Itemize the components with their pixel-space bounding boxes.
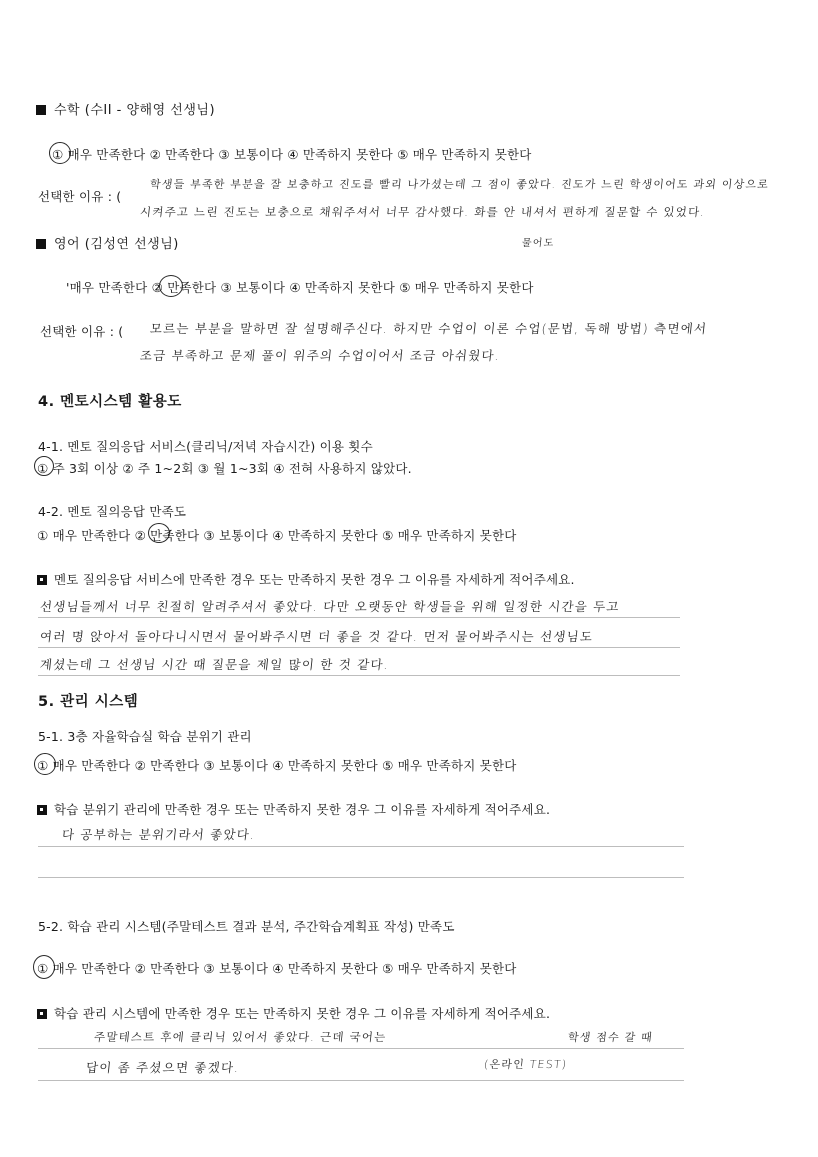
section5-q1-prompt: 학습 분위기 관리에 만족한 경우 또는 만족하지 못한 경우 그 이유를 자세하게 적어주세요. (37, 800, 550, 818)
section4-answer-line1: 선생님들께서 너무 친절히 알려주셔서 좋았다. 다만 오랫동안 학생들을 위해 일정한 시간을 두고 (39, 599, 621, 614)
section5-heading: 5. 관리 시스템 (38, 694, 139, 710)
checkbox-bullet-icon (37, 1009, 47, 1019)
answer-line (38, 846, 684, 847)
section5-q2-options: ① 매우 만족한다 ② 만족한다 ③ 보통이다 ④ 만족하지 못한다 ⑤ 매우 만족하지 못한다 (37, 961, 517, 976)
section4-q1-label: 4-1. 멘토 질의응답 서비스(클리닉/저녁 자습시간) 이용 횟수 (38, 439, 373, 454)
section5-q2-prompt: 학습 관리 시스템에 만족한 경우 또는 만족하지 못한 경우 그 이유를 자세하게 적어주세요. (37, 1004, 550, 1022)
section4-answer-line2: 여러 명 앉아서 돌아다니시면서 물어봐주시면 더 좋을 것 같다. 먼저 물어봐주시는 선생님도 (39, 629, 595, 644)
section4-answer-line3: 계셨는데 그 선생님 시간 때 질문을 제일 많이 한 것 같다. (39, 657, 390, 672)
section5-q2-answer-line1: 주말테스트 후에 클리닉 있어서 좋았다. 근데 국어는 (93, 1030, 388, 1044)
square-bullet-icon (36, 105, 46, 115)
math-reason-note: 물어도 (521, 238, 555, 249)
section5-q2-answer-note2: (온라인 TEST) (483, 1058, 568, 1071)
section5-q2-label: 5-2. 학습 관리 시스템(주말테스트 결과 분석, 주간학습계획표 작성) 만족도 (38, 919, 455, 934)
section4-q2-label: 4-2. 멘토 질의응답 만족도 (38, 504, 187, 519)
section4-heading: 4. 멘토시스템 활용도 (38, 394, 182, 410)
checkbox-bullet-icon (37, 575, 47, 585)
answer-line (38, 1048, 684, 1049)
checkbox-bullet-icon (37, 805, 47, 815)
answer-line (38, 617, 680, 618)
section5-q2-answer-note1: 학생 점수 갈 때 (567, 1031, 654, 1044)
english-reason-line2: 조금 부족하고 문제 풀이 위주의 수업이어서 조금 아쉬웠다. (139, 348, 501, 363)
section5-q1-answer: 다 공부하는 분위기라서 좋았다. (61, 827, 257, 842)
section5-q2-answer-line2: 답이 좀 주셨으면 좋겠다. (85, 1060, 241, 1075)
answer-line (38, 1080, 684, 1081)
square-bullet-icon (36, 239, 46, 249)
section5-q1-label: 5-1. 3층 자율학습실 학습 분위기 관리 (38, 729, 252, 744)
section4-q2-options: ① 매우 만족한다 ② 만족한다 ③ 보통이다 ④ 만족하지 못한다 ⑤ 매우 만족하지 못한다 (37, 528, 517, 543)
math-options: ① 매우 만족한다 ② 만족한다 ③ 보통이다 ④ 만족하지 못한다 ⑤ 매우 만족하지 못한다 (52, 147, 532, 162)
math-reason-line1: 학생들 부족한 부분을 잘 보충하고 진도를 빨리 나가셨는데 그 점이 좋았다. 진도가 느린 학생이어도 과외 이상으로 (149, 178, 770, 191)
answer-line (38, 675, 680, 676)
english-options: '매우 만족한다 ② 만족한다 ③ 보통이다 ④ 만족하지 못한다 ⑤ 매우 만족하지 못한다 (66, 280, 534, 295)
english-reason-line1: 모르는 부분을 말하면 잘 설명해주신다. 하지만 수업이 이론 수업(문법, 독해 방법) 측면에서 (149, 321, 709, 336)
answer-line (38, 647, 680, 648)
answer-line (38, 877, 684, 878)
section5-q1-options: ① 매우 만족한다 ② 만족한다 ③ 보통이다 ④ 만족하지 못한다 ⑤ 매우 만족하지 못한다 (37, 758, 517, 773)
english-reason-label: 선택한 이유 : ( (40, 324, 124, 339)
section4-q1-options: ① 주 3회 이상 ② 주 1~2회 ③ 월 1~3회 ④ 전혀 사용하지 않았다. (37, 461, 412, 476)
english-heading: 영어 (김성연 선생님) (36, 233, 179, 252)
math-reason-line2: 시켜주고 느린 진도는 보충으로 채워주셔서 너무 감사했다. 화를 안 내셔서 편하게 질문할 수 있었다. (139, 205, 706, 219)
math-heading: 수학 (수II - 양해영 선생님) (36, 99, 215, 118)
section4-prompt: 멘토 질의응답 서비스에 만족한 경우 또는 만족하지 못한 경우 그 이유를 자세하게 적어주세요. (37, 570, 575, 588)
math-reason-label: 선택한 이유 : ( (38, 189, 122, 204)
